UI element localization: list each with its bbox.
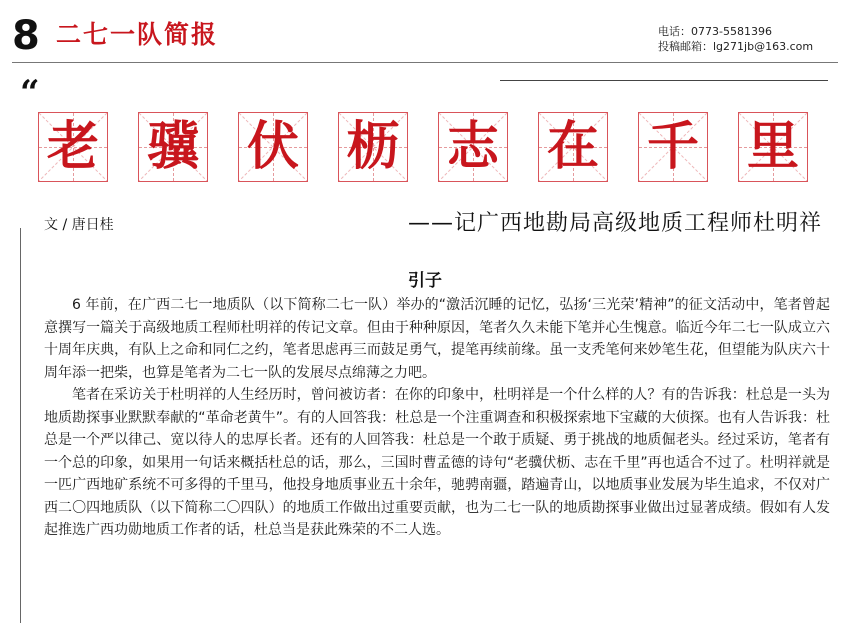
- article-body: [44, 294, 830, 542]
- title-char: 枥: [346, 116, 399, 177]
- issue-number: 8: [12, 13, 40, 59]
- title-char-box: [338, 112, 408, 182]
- article-title: [0, 112, 850, 194]
- title-char: 在: [546, 116, 599, 177]
- title-char: 老: [46, 116, 99, 177]
- title-char-box: [238, 112, 308, 182]
- header-divider: [12, 62, 838, 63]
- contact-info: [658, 24, 828, 54]
- email-text: 投稿邮箱：lg271jb@163.com: [658, 40, 814, 53]
- title-char-box: [38, 112, 108, 182]
- paragraph: 6 年前，在广西二七一地质队（以下简称二七一队）举办的“激活沉睡的记忆，弘扬‘三光荣’精神”的征文活动中，笔者曾起意撰写一篇关于高级地质工程师杜明祥的传记文章。但由于种种原因，笔者久久未能下笔并心生愧意。临近今年二七一队成立六十周年庆典，有队上之命和同仁之约，笔者思虑再三而鼓足勇气，提笔再续前缘。虽一支秃笔何来妙笔生花，但望能为队庆六十周年添一把柴，也算是笔者为二七一队的发展尽点绵薄之力吧。: [44, 297, 830, 381]
- byline: 文 / 唐日桂: [44, 217, 114, 233]
- title-char-box: [738, 112, 808, 182]
- title-char-box: [638, 112, 708, 182]
- title-char: 骥: [146, 116, 199, 177]
- paragraph: 笔者在采访关于杜明祥的人生经历时，曾问被访者：在你的印象中，杜明祥是一个什么样的人？有的告诉我：杜总是一头为地质勘探事业默默奉献的“革命老黄牛”。有的人回答我：杜总是一个注重调查和积极探索地下宝藏的大侦探。也有人告诉我：杜总是一个严以律己、宽以待人的忠厚长者。还有的人回答我：杜总是一个敢于质疑、勇于挑战的地质倔老头。经过采访，笔者有一个总的印象，如果用一句话来概括杜总的话，那么，三国时曹孟德的诗句“老骥伏枥、志在千里”再也适合不过了。杜明祥就是一匹广西地矿系统不可多得的千里马，他投身地质事业五十余年，驰骋南疆，踏遍青山，以地质事业发展为毕生追求，不仅对广西二〇四地质队（以下简称二〇四队）的地质工作做出过重要贡献，也为二七一队的地质勘探事业做出过显著成绩。假如有人发起推选广西功勋地质工作者的话，杜总当是获此殊荣的不二人选。: [44, 387, 830, 538]
- title-char: 里: [746, 116, 799, 177]
- title-char: 志: [446, 116, 499, 177]
- quote-mark: “: [20, 73, 40, 113]
- paper-name: 二七一队简报: [56, 20, 219, 49]
- title-char-box: [438, 112, 508, 182]
- section-heading: 引子: [408, 271, 442, 291]
- article-subtitle: ——记广西地勘局高级地质工程师杜明祥: [407, 211, 822, 236]
- title-divider: [500, 80, 828, 81]
- title-char-box: [538, 112, 608, 182]
- title-char-box: [138, 112, 208, 182]
- title-char: 千: [646, 116, 699, 177]
- title-char: 伏: [246, 116, 299, 177]
- phone-text: 电话：0773-5581396: [658, 25, 772, 38]
